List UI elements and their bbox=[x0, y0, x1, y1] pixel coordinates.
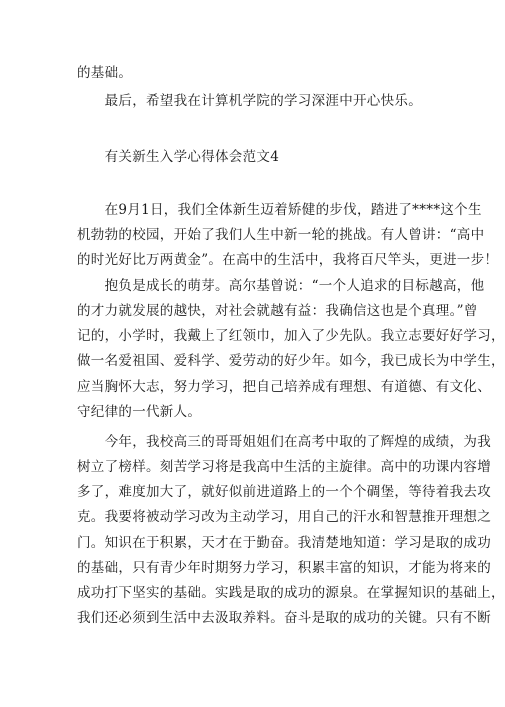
text-line: 做一名爱祖国、爱科学、爱劳动的好少年。如今，我已成长为中学生， bbox=[77, 353, 505, 369]
text-line: 记的，小学时，我戴上了红领巾，加入了少先队。我立志要好好学习， bbox=[77, 328, 505, 344]
text-line: 机勃勃的校园，开始了我们人生中新一轮的挑战。有人曾讲：“高中 bbox=[77, 227, 485, 243]
text-line: 的基础，只有青少年时期努力学习，积累丰富的知识，才能为将来的 bbox=[77, 560, 491, 576]
text-line: 应当胸怀大志，努力学习，把自己培养成有理想、有道德、有文化、 bbox=[77, 379, 491, 395]
text-line: 的才力就发展的越快，对社会就越有益：我确信这也是个真理。”曾 bbox=[77, 303, 478, 319]
text-line: 今年，我校高三的哥哥姐姐们在高考中取的了辉煌的成绩，为我 bbox=[77, 434, 491, 450]
text-line: 守纪律的一代新人。 bbox=[77, 404, 202, 420]
text-line: 的时光好比万两黄金”。在高中的生活中，我将百尺竿头，更进一步！ bbox=[77, 252, 499, 268]
text-line: 抱负是成长的萌芽。高尔基曾说：“一个人追求的目标越高，他 bbox=[77, 278, 485, 294]
text-line: 我们还必须到生活中去汲取养料。奋斗是取的成功的关键。只有不断 bbox=[77, 610, 491, 626]
text-line: 最后，希望我在计算机学院的学习深涯中开心快乐。 bbox=[77, 93, 422, 109]
text-line: 在9月1日，我们全体新生迈着矫健的步伐，踏进了****这个生 bbox=[77, 202, 482, 218]
text-line: 成功打下坚实的基础。实践是取的成功的源泉。在掌握知识的基础上， bbox=[77, 585, 505, 601]
section-heading: 有关新生入学心得体会范文4 bbox=[77, 149, 280, 165]
text-line: 门。知识在于积累，天才在于勤奋。我清楚地知道：学习是取的成功 bbox=[77, 535, 491, 551]
text-line: 树立了榜样。刻苦学习将是我高中生活的主旋律。高中的功课内容增 bbox=[77, 459, 491, 475]
text-line: 克。我要将被动学习改为主动学习，用自己的汗水和智慧推开理想之 bbox=[77, 509, 491, 525]
text-line: 的基础。 bbox=[77, 65, 133, 81]
text-line: 多了，难度加大了，就好似前进道路上的一个个碉堡，等待着我去攻 bbox=[77, 484, 491, 500]
